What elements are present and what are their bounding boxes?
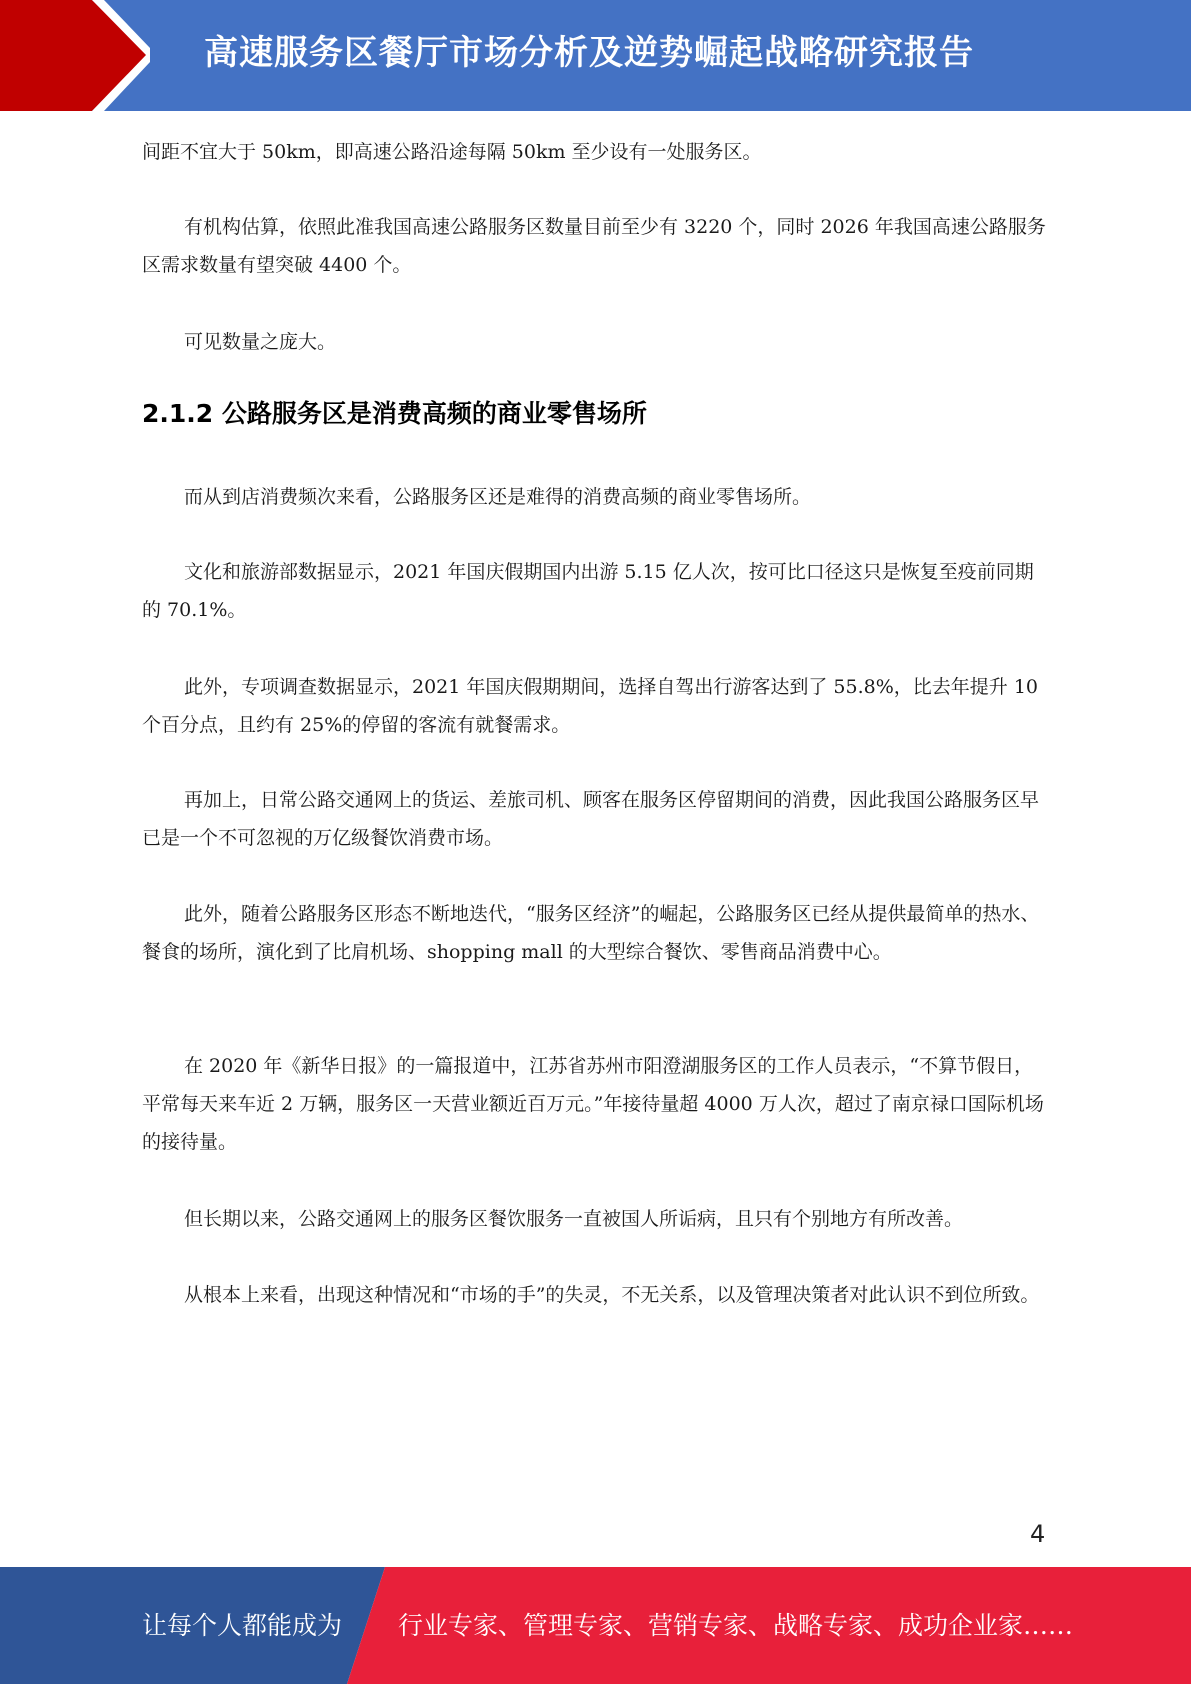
paragraph: 可见数量之庞大。: [184, 331, 337, 353]
page-number: 4: [1030, 1520, 1046, 1548]
red-arrow-icon: [0, 0, 150, 111]
paragraph: 此外，随着公路服务区形态不断地迭代，“服务区经济”的崛起，公路服务区已经从提供最简单的热水、餐食的场所，演化到了比肩机场、shopping mall 的大型综合餐饮、零售商品消费中心。: [142, 903, 1040, 963]
paragraph: 而从到店消费频次来看，公路服务区还是难得的消费高频的商业零售场所。: [184, 486, 812, 508]
page-footer: [0, 1567, 1191, 1684]
paragraph: 有机构估算，依照此准我国高速公路服务区数量目前至少有 3220 个，同时 2026 年我国高速公路服务区需求数量有望突破 4400 个。: [142, 216, 1046, 276]
paragraph: 文化和旅游部数据显示，2021 年国庆假期国内出游 5.15 亿人次，按可比口径这只是恢复至疫前同期的 70.1%。: [142, 561, 1034, 621]
footer-slogan-left: 让每个人都能成为: [142, 1611, 343, 1640]
paragraph: 从根本上来看，出现这种情况和“市场的手”的失灵，不无关系，以及管理决策者对此认识不到位所致。: [184, 1284, 1040, 1306]
page-header: [0, 0, 1191, 111]
paragraph: 但长期以来，公路交通网上的服务区餐饮服务一直被国人所诟病，且只有个别地方有所改善。: [184, 1208, 964, 1230]
paragraph: 此外，专项调查数据显示，2021 年国庆假期期间，选择自驾出行游客达到了 55.8%，比去年提升 10 个百分点，且约有 25%的停留的客流有就餐需求。: [142, 676, 1039, 736]
footer-slogan-right: 行业专家、管理专家、营销专家、战略专家、成功企业家……: [398, 1611, 1074, 1640]
paragraph: 在 2020 年《新华日报》的一篇报道中，江苏省苏州市阳澄湖服务区的工作人员表示，“不算节假日，平常每天来车近 2 万辆，服务区一天营业额近百万元。”年接待量超 4000 万人次，超过了南京禄口国际机场的接待量。: [142, 1055, 1044, 1153]
report-title: 高速服务区餐厅市场分析及逆势崛起战略研究报告: [204, 33, 974, 73]
section-heading: 2.1.2 公路服务区是消费高频的商业零售场所: [142, 399, 647, 428]
paragraph: 间距不宜大于 50km，即高速公路沿途每隔 50km 至少设有一处服务区。: [142, 141, 762, 163]
paragraph: 再加上，日常公路交通网上的货运、差旅司机、顾客在服务区停留期间的消费，因此我国公路服务区早已是一个不可忽视的万亿级餐饮消费市场。: [142, 789, 1040, 849]
